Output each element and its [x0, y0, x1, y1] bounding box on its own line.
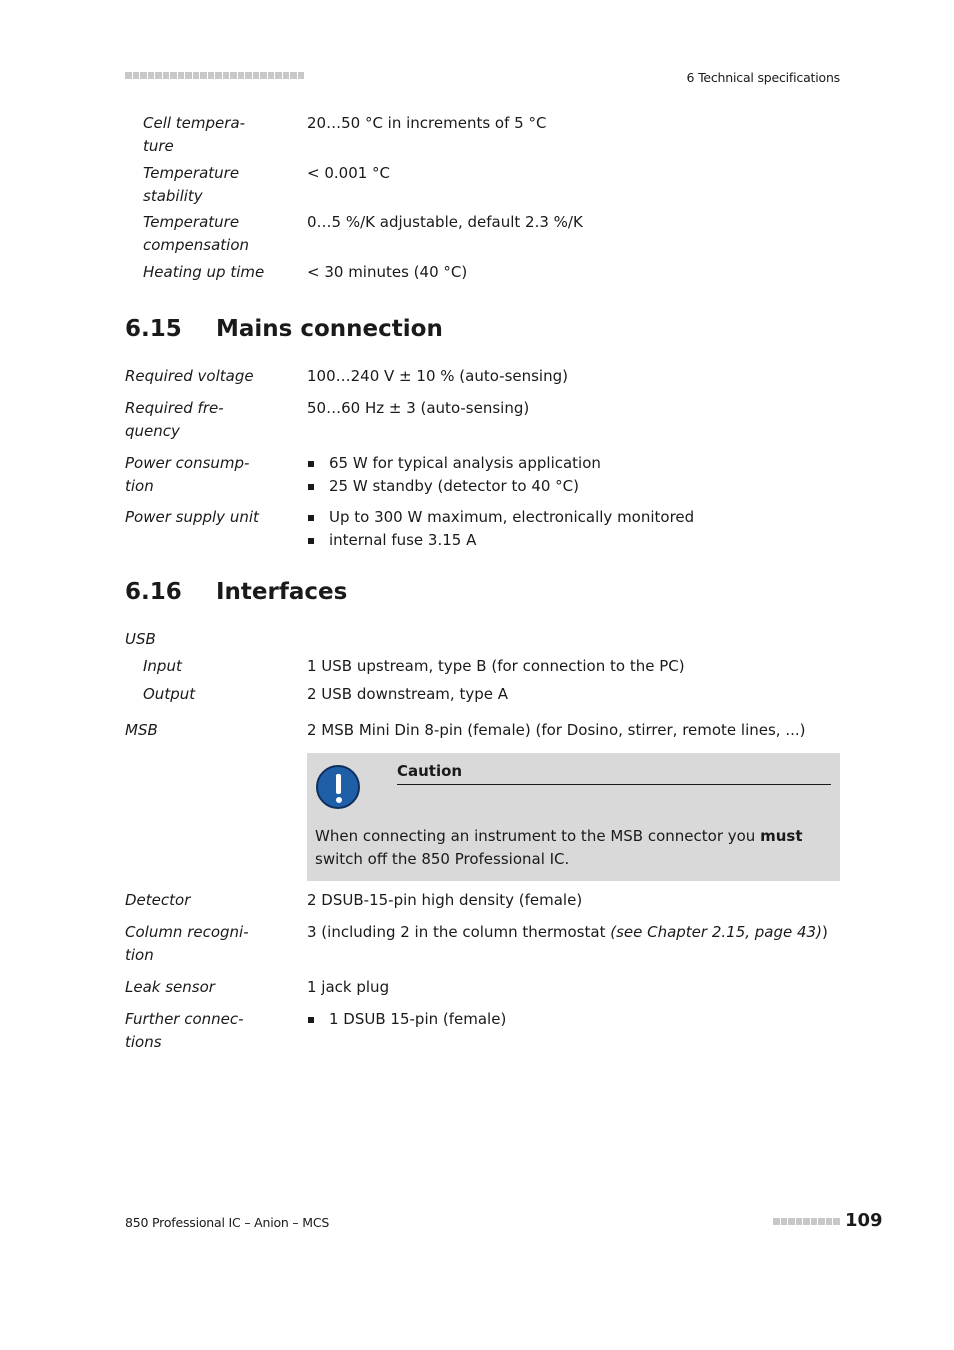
spec-value-required-frequency: 50…60 Hz ± 3 (auto-sensing) — [307, 399, 530, 417]
caution-box — [307, 753, 840, 881]
section-title: Interfaces — [216, 579, 348, 605]
list-item: 65 W for typical analysis application — [307, 452, 601, 475]
spec-label-detector: Detector — [125, 891, 191, 909]
spec-label-power-supply-unit: Power supply unit — [125, 508, 259, 526]
section-heading-interfaces — [125, 579, 347, 605]
page-number: 109 — [845, 1210, 883, 1231]
spec-value-heating-up-time: < 30 minutes (40 °C) — [307, 263, 468, 281]
spec-label-heating-up-time: Heating up time — [143, 263, 265, 281]
spec-value-temperature-stability: < 0.001 °C — [307, 164, 391, 182]
header-decoration — [125, 72, 304, 79]
power-consumption-list — [307, 452, 601, 497]
spec-value-detector: 2 DSUB-15-pin high density (female) — [307, 891, 583, 909]
section-number: 6.16 — [125, 579, 182, 605]
chapter-reference-link[interactable]: (see Chapter 2.15, page 43) — [610, 923, 822, 941]
list-item: internal fuse 3.15 A — [307, 529, 694, 552]
spec-value-leak-sensor: 1 jack plug — [307, 978, 390, 996]
list-item: 1 DSUB 15-pin (female) — [307, 1008, 506, 1031]
spec-label-cell-temperature: Cell tempera- ture — [143, 114, 246, 155]
spec-value-msb: 2 MSB Mini Din 8-pin (female) (for Dosino, stirrer, remote lines, ...) — [307, 721, 806, 739]
spec-label-temperature-compensation: Temperature compensation — [143, 213, 250, 254]
footer-product: 850 Professional IC – Anion – MCS — [125, 1215, 330, 1230]
spec-value-temperature-compensation: 0…5 %/K adjustable, default 2.3 %/K — [307, 213, 583, 231]
spec-label-power-consumption: Power consump- tion — [125, 454, 250, 495]
spec-label-leak-sensor: Leak sensor — [125, 978, 215, 996]
spec-label-required-voltage: Required voltage — [125, 367, 254, 385]
caution-title: Caution — [397, 762, 463, 780]
spec-label-required-frequency: Required fre- quency — [125, 399, 224, 440]
running-title: 6 Technical specifications — [686, 70, 840, 85]
caution-divider — [397, 784, 831, 785]
spec-label-column-recognition: Column recogni- tion — [125, 923, 249, 964]
section-heading-mains-connection — [125, 316, 443, 342]
spec-label-usb-output: Output — [143, 685, 196, 703]
exclamation-icon — [316, 765, 360, 809]
caution-text: When connecting an instrument to the MSB connector you must switch off the 850 Professional IC. — [315, 827, 803, 868]
spec-label-temperature-stability: Temperature stability — [143, 164, 240, 205]
spec-label-msb: MSB — [125, 721, 158, 739]
spec-value-required-voltage: 100…240 V ± 10 % (auto-sensing) — [307, 367, 568, 385]
section-title: Mains connection — [216, 316, 443, 342]
section-number: 6.15 — [125, 316, 182, 342]
power-supply-unit-list — [307, 506, 694, 551]
spec-label-usb: USB — [125, 630, 156, 648]
spec-value-column-recognition: 3 (including 2 in the column thermostat (see Chapter 2.15, page 43)) — [307, 923, 828, 941]
spec-label-usb-input: Input — [143, 657, 182, 675]
spec-value-cell-temperature: 20…50 °C in increments of 5 °C — [307, 114, 547, 132]
spec-value-usb-input: 1 USB upstream, type B (for connection to the PC) — [307, 657, 685, 675]
footer-decoration — [773, 1218, 840, 1225]
further-connections-list — [307, 1008, 506, 1031]
spec-label-further-connections: Further connec- tions — [125, 1010, 244, 1051]
list-item: 25 W standby (detector to 40 °C) — [307, 475, 601, 498]
list-item: Up to 300 W maximum, electronically monitored — [307, 506, 694, 529]
spec-value-usb-output: 2 USB downstream, type A — [307, 685, 508, 703]
